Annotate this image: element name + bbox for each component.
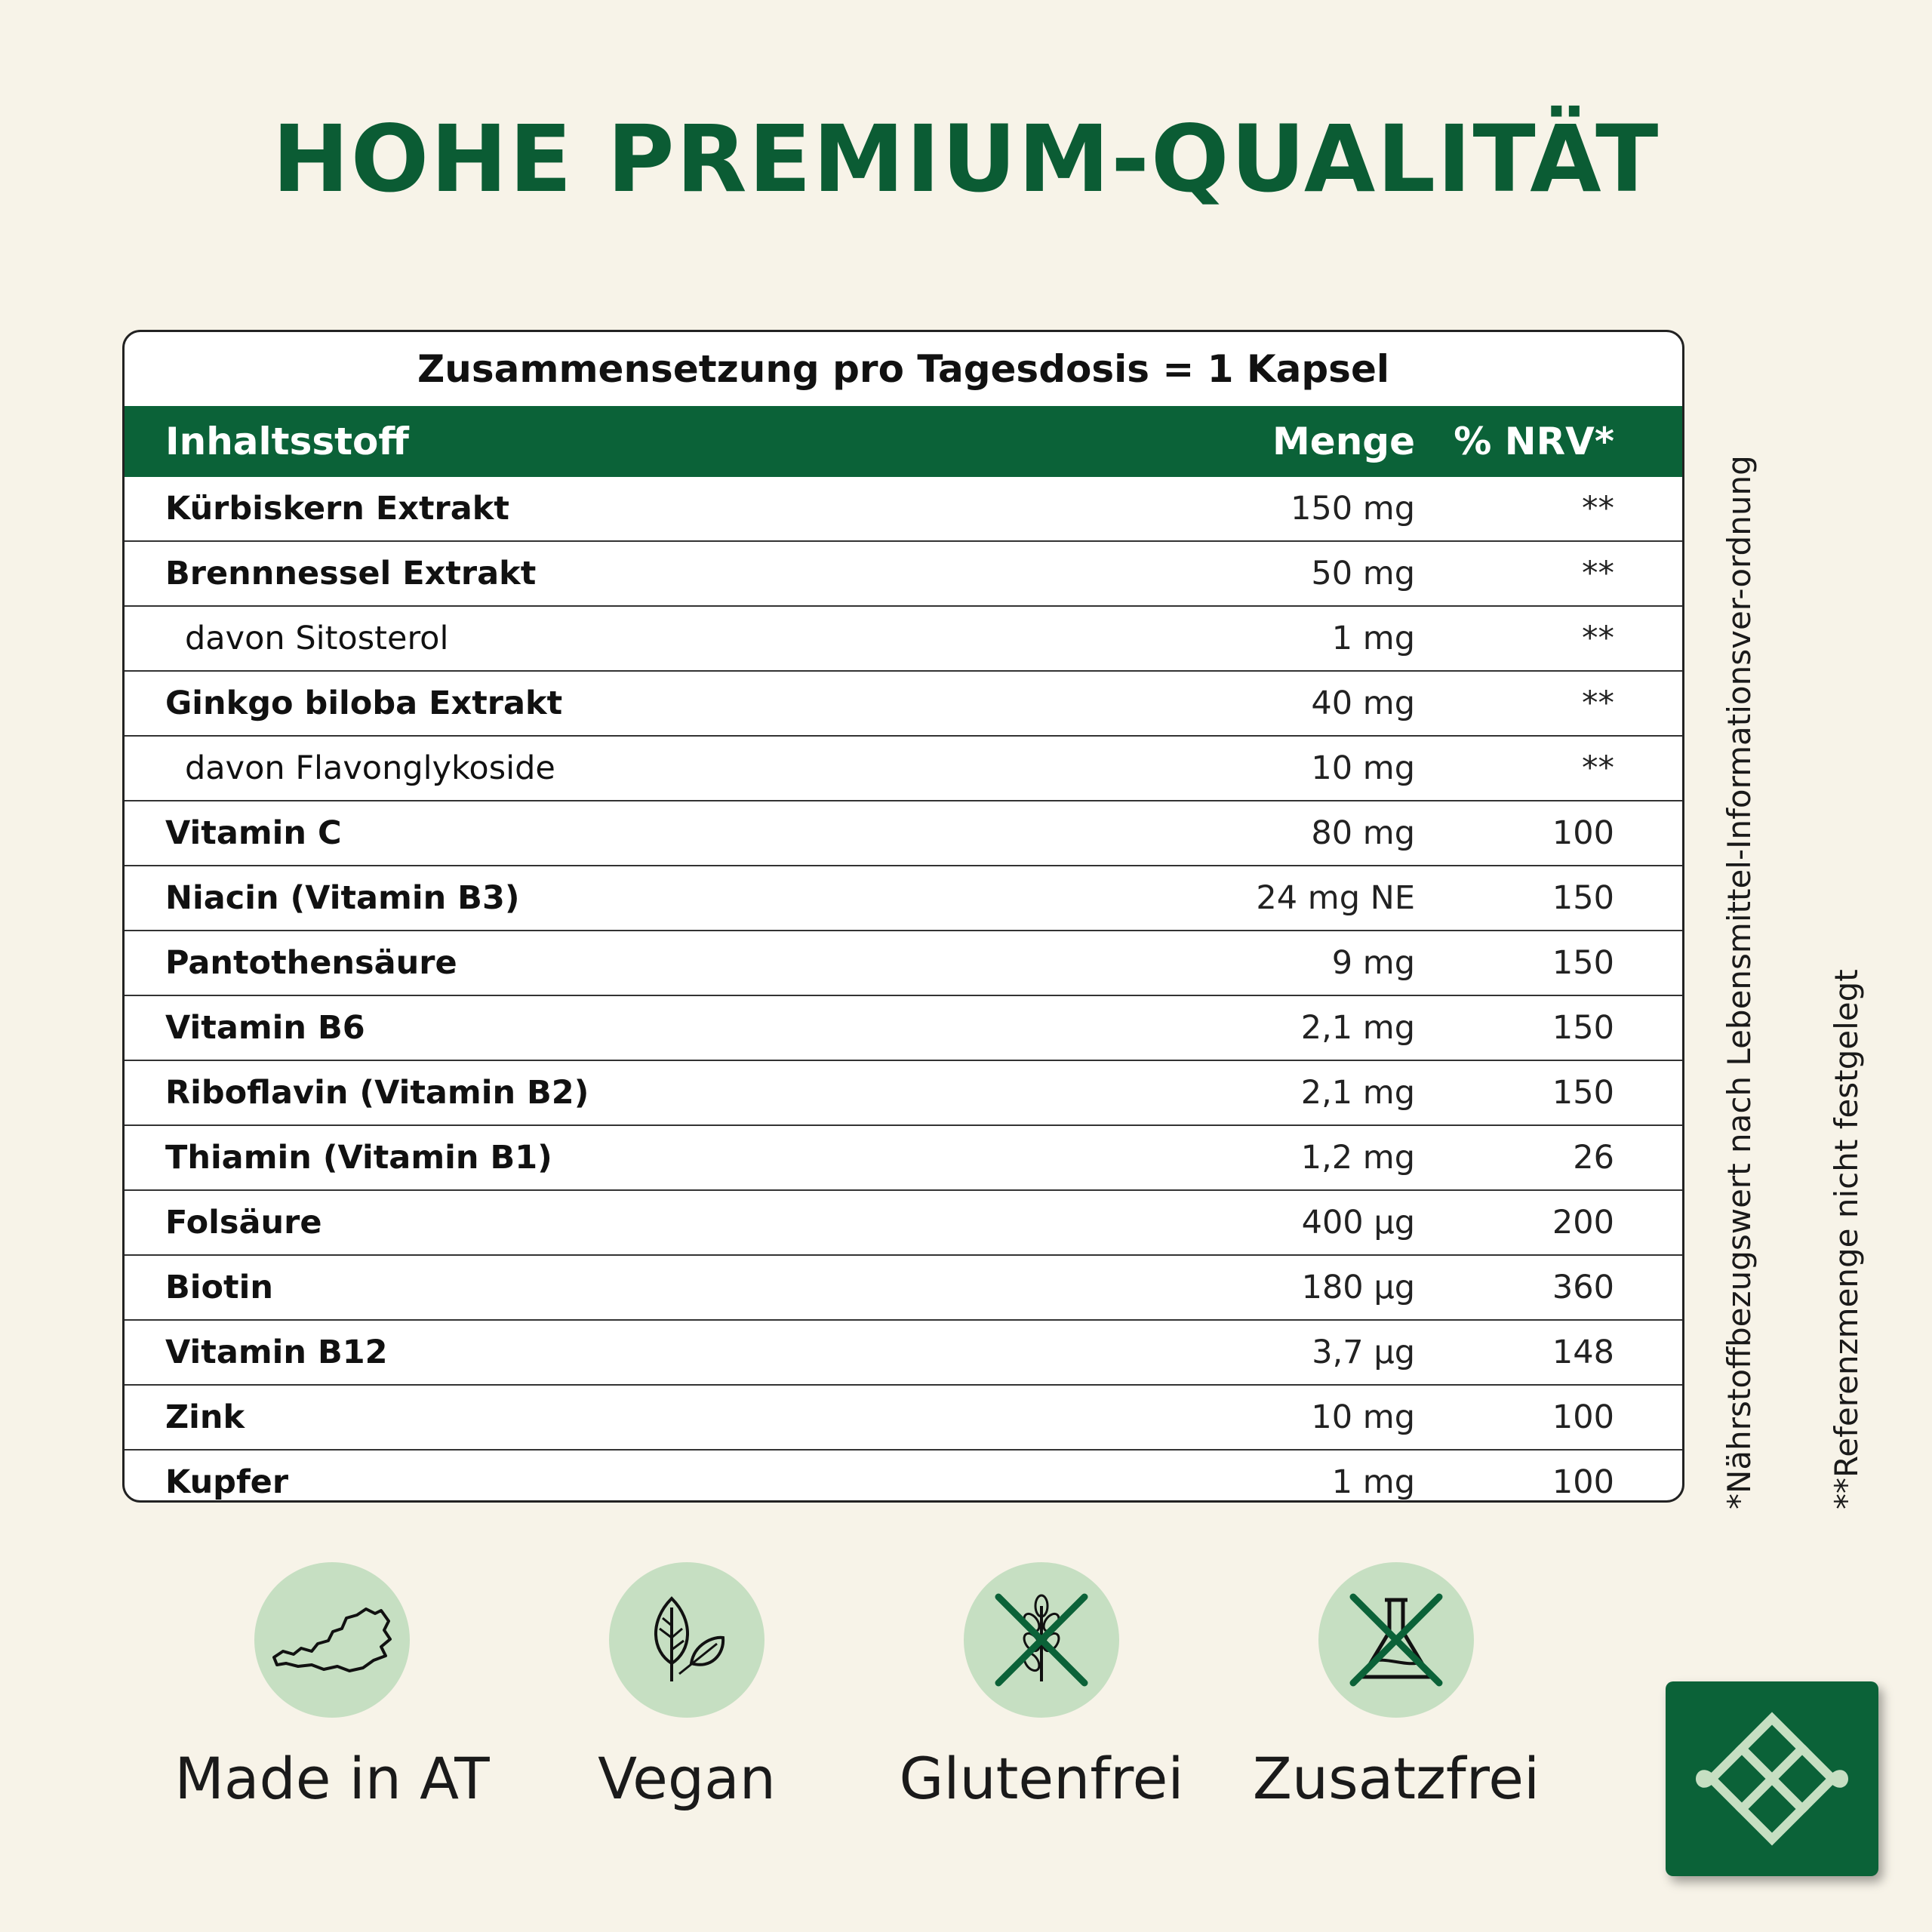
nrv-cell: ** [1582,620,1614,657]
amount-cell: 2,1 mg [1300,1074,1415,1112]
badge-zusatzfrei [1238,1562,1555,1812]
ingredient-cell: Vitamin B12 [165,1334,388,1371]
ingredient-cell: Ginkgo biloba Extrakt [165,685,563,722]
table-body [125,477,1682,1503]
nrv-cell: ** [1582,749,1614,787]
nrv-cell: 200 [1552,1204,1614,1241]
ingredient-cell: Riboflavin (Vitamin B2) [165,1074,589,1112]
nrv-cell: ** [1582,685,1614,722]
nrv-cell: 100 [1552,1463,1614,1501]
amount-cell: 3,7 µg [1312,1334,1415,1371]
badge-label: Made in AT [174,1745,490,1812]
nrv-cell: ** [1582,555,1614,592]
ingredient-cell: Brennnessel Extrakt [165,555,537,592]
table-row [125,995,1682,1060]
table-row [125,800,1682,865]
footnote-nrv: *Nährstoffbezugswert nach Lebensmittel-Informationsver-ordnung [1721,455,1758,1509]
ingredient-cell: Kürbiskern Extrakt [165,490,509,528]
nrv-cell: 150 [1552,1009,1614,1047]
austria-map-icon [254,1562,410,1718]
ingredient-cell: Folsäure [165,1204,322,1241]
badge-made-in-at [174,1562,491,1812]
page-title: HOHE PREMIUM-QUALITÄT [272,106,1660,213]
amount-cell: 400 µg [1301,1204,1415,1241]
nrv-cell: 360 [1552,1269,1614,1306]
ingredient-cell: Kupfer [165,1463,289,1501]
table-row [125,735,1682,800]
nrv-cell: ** [1582,490,1614,528]
table-row [125,1254,1682,1319]
table-caption: Zusammensetzung pro Tagesdosis = 1 Kapsel [417,347,1389,391]
badge-vegan [528,1562,845,1812]
ingredient-cell: Biotin [165,1269,273,1306]
amount-cell: 24 mg NE [1256,879,1415,917]
table-row [125,477,1682,540]
amount-cell: 10 mg [1311,749,1415,787]
amount-cell: 40 mg [1311,685,1415,722]
header-amount: Menge [1272,420,1415,463]
badge-label: Vegan [598,1745,776,1812]
amount-cell: 50 mg [1311,555,1415,592]
nrv-cell: 150 [1552,1074,1614,1112]
amount-cell: 9 mg [1331,944,1415,982]
composition-table [122,330,1684,1503]
table-header [125,406,1682,477]
ingredient-cell: Niacin (Vitamin B3) [165,879,520,917]
table-row [125,1060,1682,1124]
nrv-cell: 100 [1552,1398,1614,1436]
table-row [125,930,1682,995]
leaf-icon [609,1562,764,1718]
table-row [125,605,1682,670]
table-row [125,540,1682,605]
amount-cell: 2,1 mg [1300,1009,1415,1047]
badge-label: Glutenfrei [899,1745,1184,1812]
amount-cell: 150 mg [1291,490,1415,528]
ingredient-cell: davon Flavonglykoside [185,749,555,787]
amount-cell: 1 mg [1331,1463,1415,1501]
ingredient-cell: Vitamin C [165,814,342,852]
ingredient-cell: Zink [165,1398,245,1436]
amount-cell: 1,2 mg [1300,1139,1415,1177]
amount-cell: 80 mg [1311,814,1415,852]
ingredient-cell: davon Sitosterol [185,620,449,657]
amount-cell: 180 µg [1301,1269,1415,1306]
table-row [125,1319,1682,1384]
table-row [125,1124,1682,1189]
nrv-cell: 148 [1552,1334,1614,1371]
table-row [125,1384,1682,1449]
table-row [125,1449,1682,1503]
wheat-crossed-icon [964,1562,1119,1718]
table-row [125,1189,1682,1254]
amount-cell: 1 mg [1331,620,1415,657]
table-row [125,865,1682,930]
badge-label: Zusatzfrei [1252,1745,1540,1812]
flask-crossed-icon [1318,1562,1474,1718]
nrv-cell: 150 [1552,879,1614,917]
header-nrv: % NRV* [1454,420,1614,463]
nrv-cell: 26 [1573,1139,1614,1177]
nrv-cell: 100 [1552,814,1614,852]
header-ingredient: Inhaltsstoff [165,420,409,463]
nrv-cell: 150 [1552,944,1614,982]
table-row [125,670,1682,735]
footnote-reference: **Referenzmenge nicht festgelegt [1828,969,1865,1509]
celtic-knot-logo-icon [1666,1681,1878,1876]
ingredient-cell: Pantothensäure [165,944,457,982]
amount-cell: 10 mg [1311,1398,1415,1436]
ingredient-cell: Vitamin B6 [165,1009,365,1047]
ingredient-cell: Thiamin (Vitamin B1) [165,1139,552,1177]
badge-glutenfrei [883,1562,1200,1812]
